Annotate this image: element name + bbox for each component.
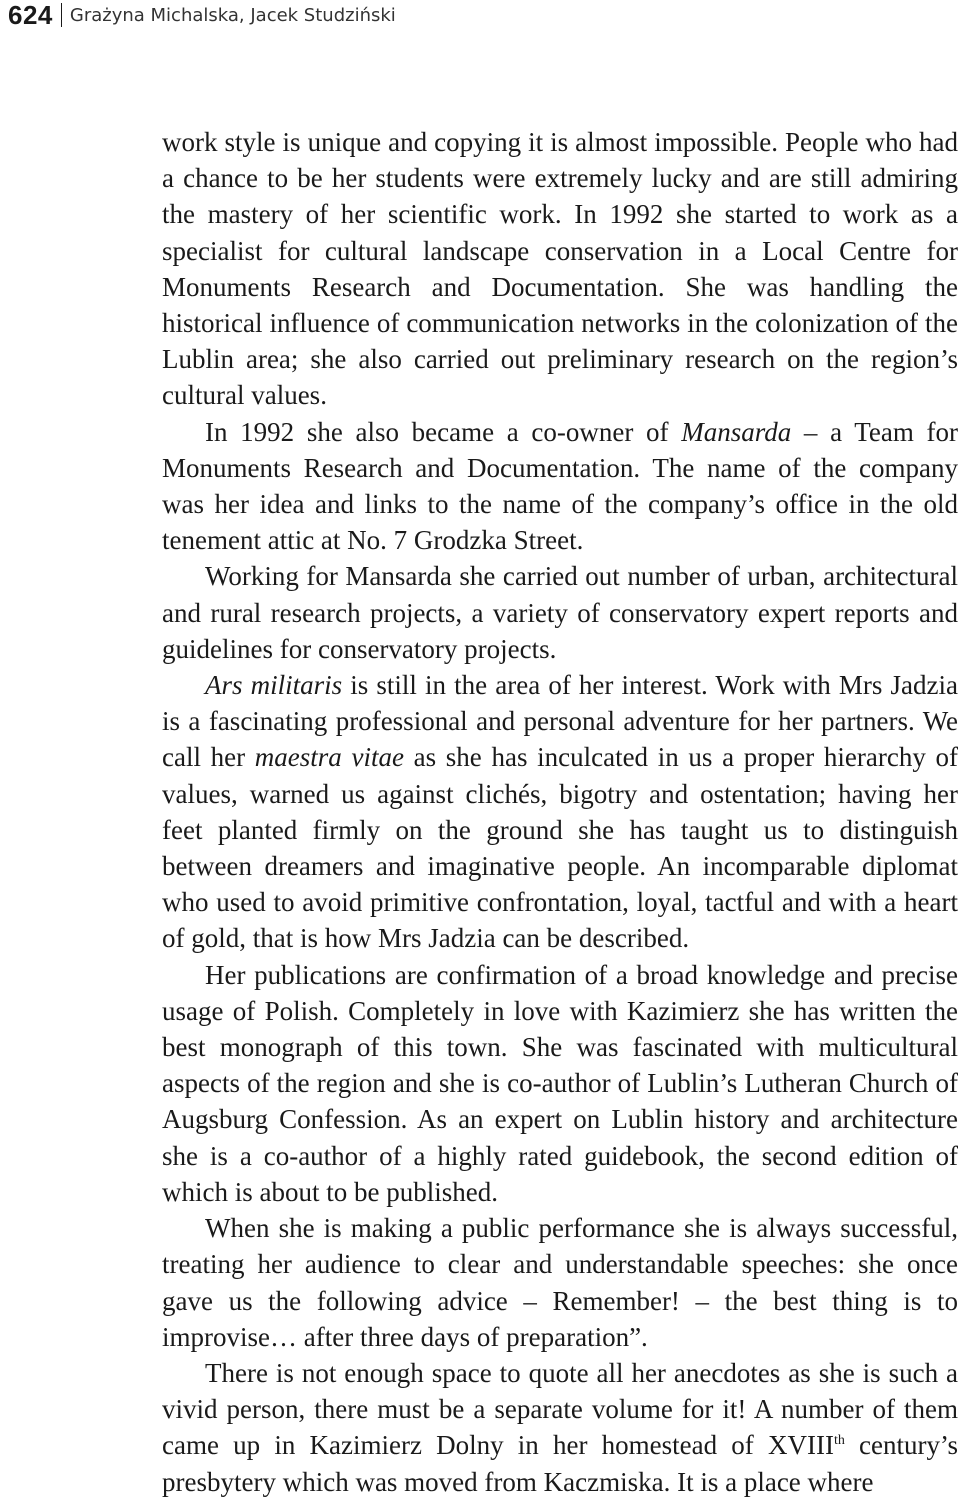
text-segment: Her publications are confirmation of a broad knowledge and precise usage of Polish. Completely in love with Kazimierz she has written the best monograph of this town. She was fascinated with multicultural aspects of the region and she is co-author of Lublin’s Lutheran Church of Augsburg Confession. As an expert on Lublin history and architecture she is a co-author of a highly rated guidebook, the second edition of which is about to be published.: [162, 959, 958, 1207]
paragraph-p3: [162, 558, 958, 667]
text-segment: – a Team for Monuments Research and Documentation. The name of the company was her idea and links to the name of the company’s office in the old tenement attic at No. 7 Grodzka Street.: [162, 416, 958, 556]
italic-text: Mansarda: [681, 416, 792, 447]
header-divider: [61, 3, 62, 27]
text-segment: In 1992 she also became a co-owner of: [205, 416, 682, 447]
text-segment: There is not enough space to quote all her anecdotes as she is such a vivid person, there must be a separate volume for it! A number of them came up in Kazimierz Dolny in her homestead of XVIII: [162, 1357, 958, 1461]
article-body: [162, 124, 958, 1500]
text-segment: as she has inculcated in us a proper hierarchy of values, warned us against clichés, bigotry and ostentation; having her feet planted firmly on the ground she has taught us to distinguish between dreamers and imaginative people. An incomparable diplomat who used to avoid primitive confrontation, loyal, tactful and with a heart of gold, that is how Mrs Jadzia can be described.: [162, 742, 958, 954]
paragraph-p4: [162, 667, 958, 957]
running-head-authors: Grażyna Michalska, Jacek Studziński: [69, 4, 396, 26]
paragraph-p2: [162, 414, 958, 559]
italic-text: maestra vitae: [254, 742, 404, 773]
text-segment: century’s presbytery which was moved from Kaczmiska. It is a place where: [162, 1430, 958, 1497]
paragraph-p1: [162, 124, 958, 414]
paragraph-p6: [162, 1210, 958, 1355]
paragraph-p7: [162, 1355, 958, 1500]
text-segment: When she is making a public performance she is always successful, treating her audience to clear and understandable speeches: she once gave us the following advice – Remember! – the best thing is to improvise… after three days of preparation”.: [162, 1213, 958, 1352]
running-header: [8, 0, 396, 30]
text-segment: Working for Mansarda she carried out number of urban, architectural and rural research projects, a variety of conservatory expert reports and guidelines for conservatory projects.: [162, 561, 958, 664]
text-segment: is still in the area of her interest. Work with Mrs Jadzia is a fascinating professional and personal adventure for her partners. We call her: [162, 670, 959, 773]
text-segment: work style is unique and copying it is almost impossible. People who had a chance to be her students were extremely lucky and are still admiring the mastery of her scientific work. In 1992 she started to work as a specialist for cultural landscape conservation in a Local Centre for Monuments Research and Documentation. She was handling the historical influence of communication networks in the colonization of the Lublin area; she also carried out preliminary research on the region’s cultural values.: [162, 127, 958, 411]
italic-text: Ars militaris: [205, 670, 343, 701]
superscript-text: th: [833, 1433, 845, 1449]
paragraph-p5: [162, 957, 958, 1210]
page-number: 624: [8, 0, 53, 30]
